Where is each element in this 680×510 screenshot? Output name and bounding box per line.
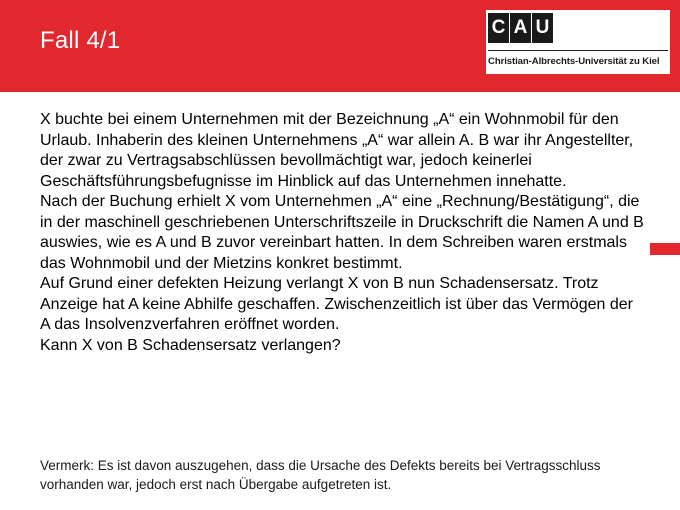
logo-letter-u: U	[532, 13, 553, 43]
note-text: Vermerk: Es ist davon auszugehen, dass die Ursache des Defekts bereits bei Vertragsschluss vorhanden war, jedoch erst nach Übergabe aufgetreten ist.	[40, 458, 601, 492]
side-marker	[650, 243, 680, 255]
case-text	[40, 110, 645, 356]
logo-university-name: Christian-Albrechts-Universität zu Kiel	[488, 56, 660, 67]
paragraph-question: Kann X von B Schadensersatz verlangen?	[40, 336, 341, 354]
paragraph-invoice: Nach der Buchung erhielt X vom Unternehmen „A“ eine „Rechnung/Bestätigung“, die in der maschinell geschriebenen Unterschriftszeile in Druckschrift die Namen A und B auswies, wie es A und B zuvor vereinbart hatten. In dem Schreiben waren erstmals das Wohnmobil und der Mietzins konkret bestimmt.	[40, 193, 644, 272]
university-logo	[486, 10, 670, 74]
paragraph-booking: X buchte bei einem Unternehmen mit der Bezeichnung „A“ ein Wohnmobil für den Urlaub. Inhaberin des kleinen Unternehmens „A“ war allein A. B war ihr Angestellter, der zwar zu Vertragsabschlüssen bevollmächtigt war, jedoch keinerlei Geschäftsführungsbefugnisse im Hinblick auf das Unternehmen innehatte.	[40, 111, 634, 190]
logo-letters	[488, 13, 554, 43]
logo-divider	[488, 50, 668, 51]
slide-title: Fall 4/1	[40, 27, 121, 54]
logo-letter-a: A	[510, 13, 531, 43]
paragraph-claim: Auf Grund einer defekten Heizung verlangt X von B nun Schadensersatz. Trotz Anzeige hat A keine Abhilfe geschaffen. Zwischenzeitlich ist über das Vermögen der A das Insolvenzverfahren eröffnet worden.	[40, 275, 633, 333]
logo-letter-c: C	[488, 13, 509, 43]
header-bar	[0, 0, 680, 92]
